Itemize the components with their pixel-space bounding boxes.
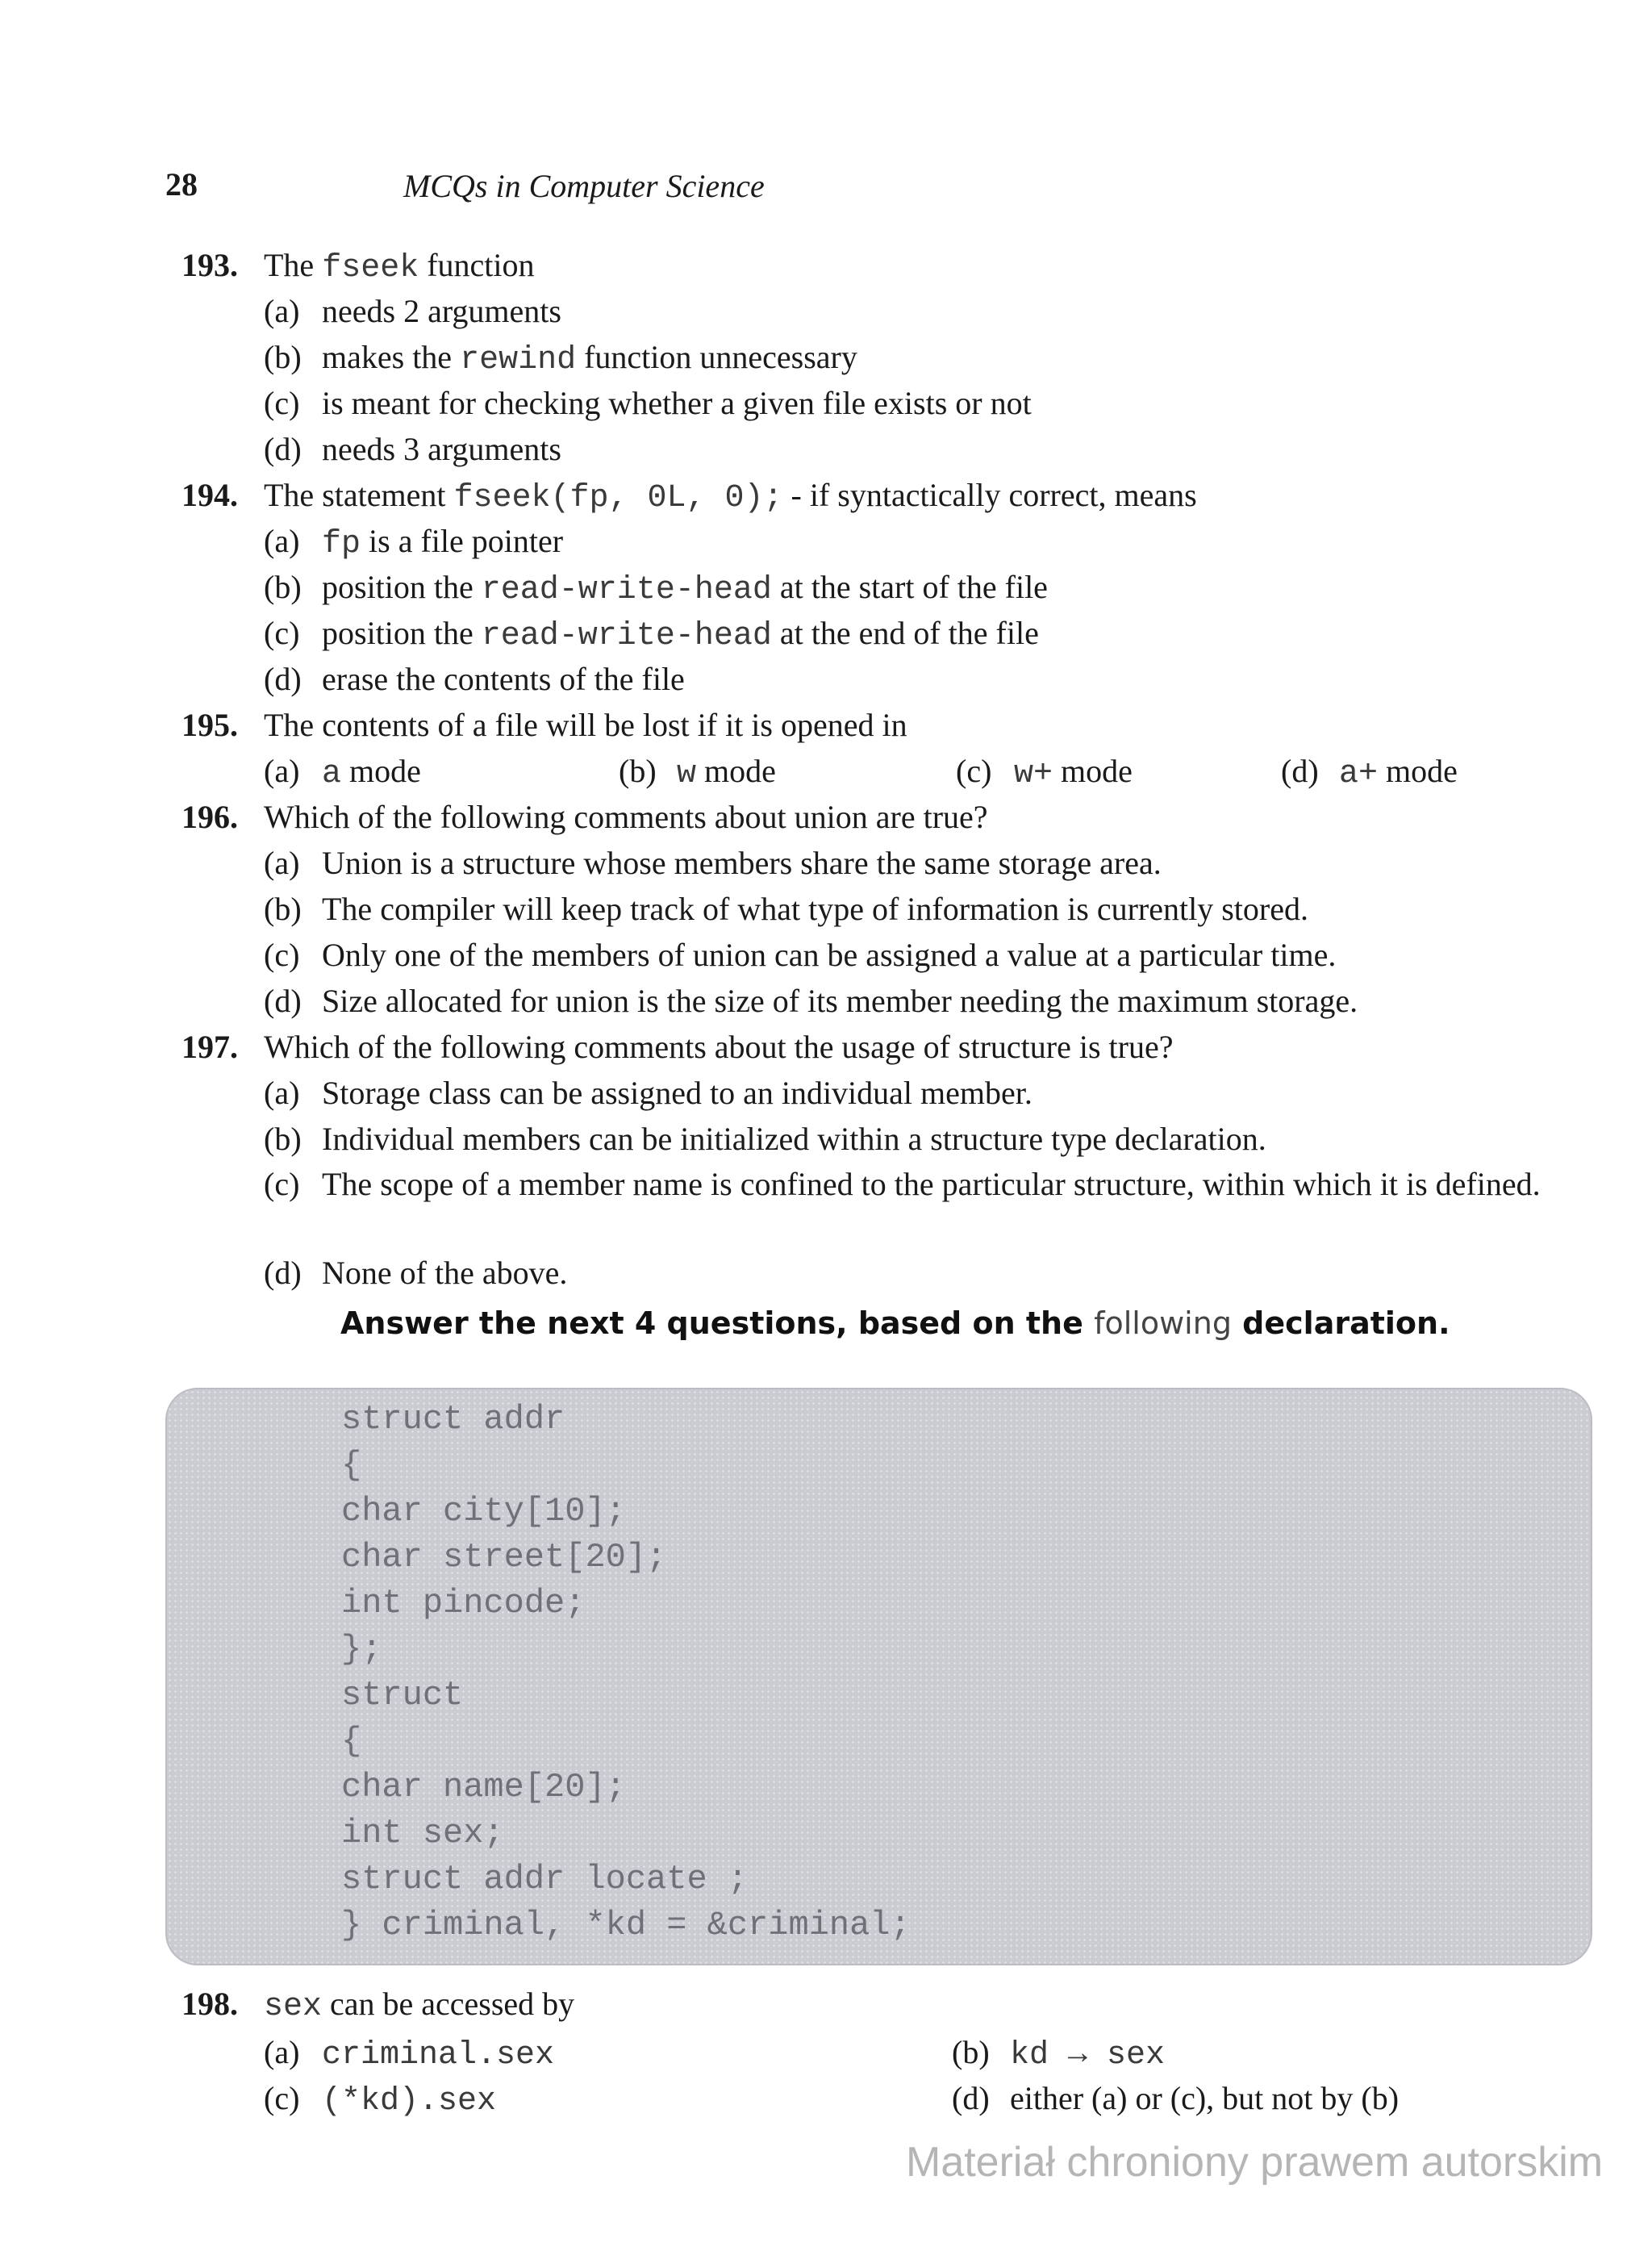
question-198: 198. sex can be accessed by — [181, 1981, 574, 2030]
option-198-a: (a) criminal.sex — [264, 2034, 555, 2074]
question-number: 195. — [181, 707, 238, 743]
question-194: 194. The statement fseek(fp, 0L, 0); - if syntactically correct, means — [181, 472, 1197, 521]
code-line: { — [341, 1722, 362, 1760]
option-195-d: (d) a+ mode — [1281, 753, 1458, 792]
code-line: char city[10]; — [341, 1492, 626, 1531]
option-198-d: (d) either (a) or (c), but not by (b) — [952, 2080, 1400, 2116]
option-195-a: (a) a mode — [264, 753, 421, 792]
code-line: char name[20]; — [341, 1768, 626, 1806]
page-number: 28 — [165, 166, 198, 203]
option-194-a: (a) fp is a file pointer — [264, 523, 564, 562]
option-197-a: (a) Storage class can be assigned to an individual member. — [264, 1075, 1032, 1111]
running-title: MCQs in Computer Science — [403, 168, 765, 204]
option-196-c: (c) Only one of the members of union can be assigned a value at a particular time. — [264, 937, 1337, 973]
option-194-d: (d) erase the contents of the file — [264, 661, 685, 697]
option-194-b: (b) position the read-write-head at the start of the file — [264, 569, 1048, 608]
option-197-c: (c) The scope of a member name is confined to the particular structure, within which it is defined. — [264, 1166, 1541, 1202]
option-193-b: (b) makes the rewind function unnecessary — [264, 339, 857, 378]
code-line: struct addr locate ; — [341, 1860, 749, 1898]
option-197-b: (b) Individual members can be initialized within a structure type declaration. — [264, 1121, 1266, 1157]
question-number: 197. — [181, 1029, 238, 1065]
option-193-c: (c) is meant for checking whether a given file exists or not — [264, 385, 1032, 421]
option-196-a: (a) Union is a structure whose members share the same storage area. — [264, 845, 1162, 881]
code-line: } criminal, *kd = &criminal; — [341, 1906, 911, 1944]
question-number: 198. — [181, 1986, 238, 2022]
option-193-d: (d) needs 3 arguments — [264, 431, 561, 467]
question-number: 193. — [181, 247, 238, 283]
option-194-c: (c) position the read-write-head at the end of the file — [264, 615, 1039, 654]
option-193-a: (a) needs 2 arguments — [264, 293, 561, 329]
question-195: 195. The contents of a file will be lost if it is opened in — [181, 702, 907, 748]
option-195-c: (c) w+ mode — [956, 753, 1133, 792]
question-number: 196. — [181, 799, 238, 835]
code-line: int sex; — [341, 1814, 504, 1852]
code-line: struct — [341, 1676, 464, 1714]
question-number: 194. — [181, 477, 238, 513]
code-line: struct addr — [341, 1400, 565, 1439]
option-196-d: (d) Size allocated for union is the size of its member needing the maximum storage. — [264, 983, 1358, 1019]
code-line: }; — [341, 1630, 382, 1669]
code-line: int pincode; — [341, 1584, 586, 1623]
code-line: char street[20]; — [341, 1538, 667, 1577]
code-line: { — [341, 1446, 362, 1485]
question-196: 196. Which of the following comments about union are true? — [181, 794, 988, 840]
instruction-heading: Answer the next 4 questions, based on the following declaration. — [340, 1305, 1450, 1341]
option-196-b: (b) The compiler will keep track of what type of information is currently stored. — [264, 891, 1308, 927]
option-198-b: (b) kd → sex — [952, 2034, 1166, 2074]
option-198-c: (c) (*kd).sex — [264, 2080, 497, 2120]
copyright-watermark: Materiał chroniony prawem autorskim — [906, 2139, 1604, 2186]
question-197: 197. Which of the following comments about the usage of structure is true? — [181, 1024, 1173, 1070]
option-195-b: (b) w mode — [619, 753, 776, 792]
question-193: 193. The fseek function — [181, 242, 535, 291]
option-197-d: (d) None of the above. — [264, 1255, 568, 1291]
